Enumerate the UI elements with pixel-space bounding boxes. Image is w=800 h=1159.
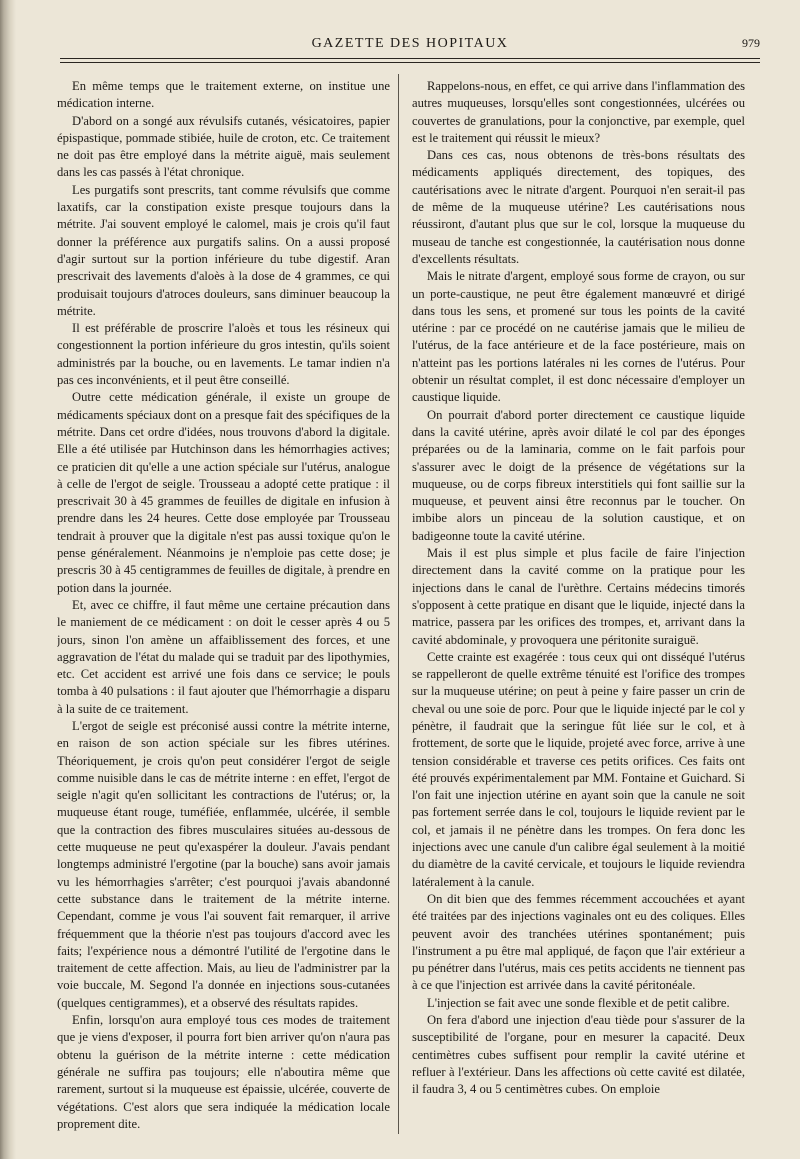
paragraph: Les purgatifs sont prescrits, tant comme révulsifs que comme laxatifs, car la constipation existe presque toujours dans la métrite. J'ai souvent employé le calomel, mais je crois qu'il faut donner la préférence aux purgatifs salins. On a aussi proposé d'agir surtout sur la portion inférieure du tube digestif. Aran prescrivait des lavements d'aloès à la dose de 4 grammes, ce qui produisait toujours d'atroces douleurs, sans diminuer beaucoup la métrite. [57,182,390,318]
running-title: GAZETTE DES HOPITAUX [311,36,509,51]
paragraph: Outre cette médication générale, il existe un groupe de médicaments spéciaux dont on a presque fait des spécifiques de la métrite. Dans cet ordre d'idées, nous trouvons d'abord la digitale. Elle a été utilisée par Hutchinson dans les hémorrhagies actives; ce praticien dit qu'elle a une action spéciale sur l'utérus, analogue à celle de l'ergot de seigle. Trousseau a adopté cette pratique : il prescrivait 30 à 45 grammes de feuilles de digitale en infusion à prendre dans les 24 heures. Cette dose employée par Trousseau tendrait à prouver que la digitale n'est pas aussi toxique qu'on le pense généralement. Néanmoins je n'emploie pas cette dose; je prescris 30 à 45 centigrammes de feuilles de digitale, à prendre en potion dans la journée. [57,390,390,595]
paragraph: Cette crainte est exagérée : tous ceux qui ont disséqué l'utérus se rappelleront de quelle extrême ténuité est l'orifice des trompes sur la muqueuse utérine; on peut à peine y faire passer un crin de cheval ou une soie de porc. Pour que le liquide injecté par le col y pénètre, il faudrait que la seringue fût liée sur le col, et à frottement, de sorte que le liquide, projeté avec force, arrive à une tension considérable et traverse ces petits orifices. Ces faits ont été prouvés expérimentalement par MM. Fontaine et Guichard. Si l'on fait une injection utérine en ayant soin que la canule ne soit pas fortement serrée dans le col, toujours le liquide revient par le col, et jamais il ne pénètre dans les trompes. On fera donc les injections avec une canule d'un calibre égal seulement à la moitié du diamètre de la cavité cervicale, et toujours le liquide reviendra latéralement à la canule. [412,649,745,889]
paragraph: En même temps que le traitement externe, on institue une médication interne. [57,79,390,111]
header-rule [60,58,760,59]
right-column [412,78,745,1138]
paragraph: On fera d'abord une injection d'eau tiède pour s'assurer de la susceptibilité de l'organe, pour en mesurer la capacité. Deux centimètres cubes suffisent pour remplir la cavité utérine et refluer à l'extérieur. Dans les affections où cette cavité est dilatée, il faudra 3, 4 ou 5 centimètres cubes. On emploie [412,1013,745,1097]
left-column [57,78,390,1138]
paragraph: Enfin, lorsqu'on aura employé tous ces modes de traitement que je viens d'exposer, il pourra fort bien arriver qu'on n'aura pas obtenu la guérison de la métrite interne : cette médication générale ne suffira pas toujours; elle n'aboutira même que rarement, surtout si la muqueuse est épaissie, ulcérée, couverte de végétations. C'est alors que sera indiquée la médication locale proprement dite. [57,1013,390,1131]
paragraph: Et, avec ce chiffre, il faut même une certaine précaution dans le maniement de ce médicament : on doit le cesser après 4 ou 5 jours, sinon l'on amène un affaiblissement des forces, et une aggravation de l'état du malade qui se traduit par des lipothymies, etc. Cet accident est arrivé une fois dans ce service; le pouls tomba à 40 pulsations : il faut ajouter que l'hémorrhagie a disparu à la suite de ce traitement. [57,597,390,716]
paragraph: Rappelons-nous, en effet, ce qui arrive dans l'inflammation des autres muqueuses, lorsqu'elles sont congestionnées, ulcérées ou couvertes de granulations, pour la conjonctive, par exemple, quel est le traitement qui réussit le mieux? [412,79,745,145]
paragraph: L'injection se fait avec une sonde flexible et de petit calibre. [427,995,730,1010]
column-divider [398,74,399,1134]
paragraph: D'abord on a songé aux révulsifs cutanés, vésicatoires, papier épispastique, pommade stibiée, huile de croton, etc. Ce traitement ne doit pas être employé dans la métrite aiguë, mais seulement dans les cas passés à l'état chronique. [57,113,390,180]
page-binding-shadow [0,0,16,1159]
paragraph: L'ergot de seigle est préconisé aussi contre la métrite interne, en raison de son action spéciale sur les fibres utérines. Théoriquement, je crois qu'on peut considérer l'ergot de seigle comme nuisible dans le cas de métrite interne : en effet, l'ergot de seigle n'agit qu'en sollicitant les contractions de l'utérus; or, la muqueuse étant rouge, tuméfiée, enflammée, ulcérée, il semble que la contraction des fibres musculaires situées au-dessous de cette muqueuse ne peut qu'exaspérer la douleur. J'avais pendant longtemps administré l'ergotine (par la bouche) sans avoir jamais vu les hémorrhagies s'arrêter; c'est pourquoi j'avais abandonné cette substance dans le traitement de la métrite interne. Cependant, comme je vous l'ai souvent fait remarquer, il arrive fréquemment que la théorie n'est pas toujours d'accord avec les faits; l'expérience nous a démontré l'utilité de l'ergotine dans le traitement de cette affection. Mais, au lieu de l'administrer par la voie buccale, M. Segond l'a donnée en injections sous-cutanées (quelques centigrammes), et a observé des résultats rapides. [57,718,390,1010]
paragraph: On dit bien que des femmes récemment accouchées et ayant été traitées par des injections vaginales ont eu des coliques. Elles peuvent avoir des tranchées utérines spontanément; puis l'instrument a pu être mal appliqué, de façon que l'air extérieur a pu pénétrer dans l'utérus, mais ces petits accidents ne tiennent pas à ce que l'injection est arrivée dans la cavité péritonéale. [412,891,745,993]
paragraph: On pourrait d'abord porter directement ce caustique liquide dans la cavité utérine, après avoir dilaté le col par des éponges préparées ou de la laminaria, comme on le fait parfois pour s'assurer avec le doigt de la présence de végétations sur la muqueuse, ou de corps fibreux interstitiels qui font saillie sur la muqueuse, et peuvent ainsi être reconnus par le toucher. On imbibe alors un pinceau de la solution caustique, et on badigeonne toute la cavité utérine. [412,407,745,543]
paragraph: Dans ces cas, nous obtenons de très-bons résultats des médicaments appliqués directement, des topiques, des cautérisations avec le nitrate d'argent. Pourquoi n'en serait-il pas de même de la muqueuse utérine? Les cautérisations nous réussiront, d'autant plus que sur le col, lorsque la muqueuse du museau de tanche est congestionnée, la cautérisation nous donne d'excellents résultats. [412,148,745,266]
paragraph: Mais le nitrate d'argent, employé sous forme de crayon, ou sur un porte-caustique, ne peut être également manœuvré et dirigé dans tous les sens, et promené sur tous les points de la cavité utérine : par ce procédé on ne cautérise jamais que le milieu de l'utérus, de la face antérieure et de la face postérieure, mais on n'atteint pas les portions latérales ni les cornes de l'utérus. Pour obtenir un résultat complet, il est donc nécessaire d'employer un caustique liquide. [412,269,745,405]
paragraph: Il est préférable de proscrire l'aloès et tous les résineux qui congestionnent la portion inférieure du gros intestin, qu'ils soient administrés par la bouche, ou en lavements. Le tamar indien n'a pas ces inconvénients, et il peut être conseillé. [57,321,390,388]
paragraph: Mais il est plus simple et plus facile de faire l'injection directement dans la cavité comme on la pratique pour les injections dans le canal de l'urèthre. Certains médecins timorés s'opposent à cette pratique en disant que le liquide, injecté dans la matrice, passera par les orifices des trompes, et, arrivant dans la cavité abdominale, y provoquera une péritonite suraiguë. [412,546,745,647]
page-header [60,36,760,64]
page-number: 979 [742,36,760,50]
header-rule-secondary [60,62,760,63]
